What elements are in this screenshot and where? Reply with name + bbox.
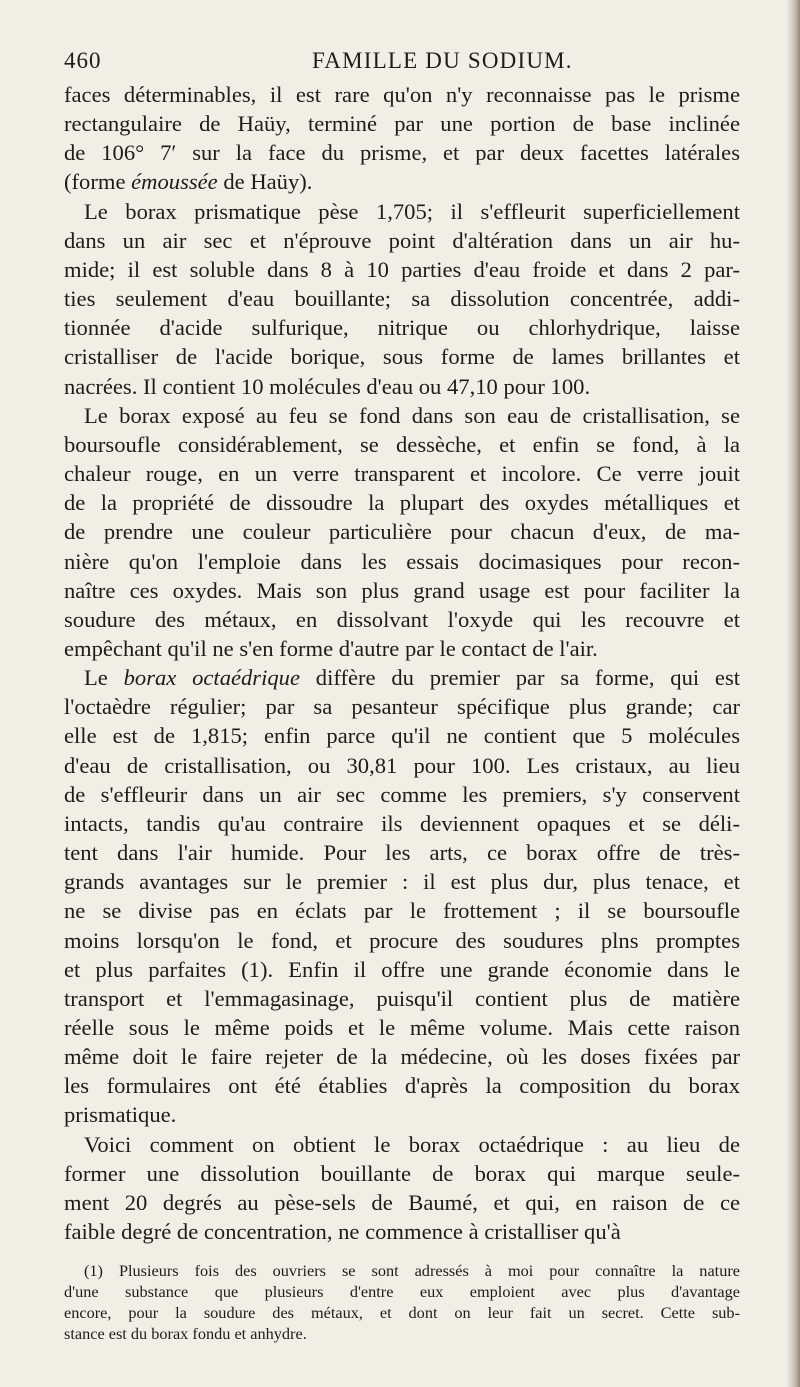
text-line: l'octaèdre régulier; par sa pesanteur spécifique plus grande; car xyxy=(64,694,740,720)
text-line: grands avantages sur le premier : il est plus dur, plus tenace, et xyxy=(64,869,740,895)
footnote-line: stance est du borax fondu et anhydre. xyxy=(64,1324,307,1344)
text-line: moins lorsqu'on le fond, et procure des soudures plns promptes xyxy=(64,927,740,953)
text-line: de s'effleurir dans un air sec comme les premiers, s'y conservent xyxy=(64,781,740,807)
paragraph xyxy=(64,663,740,1130)
text-line: ties seulement d'eau bouillante; sa dissolution concentrée, addi- xyxy=(64,286,740,312)
text-line: transport et l'emmagasinage, puisqu'il contient plus de matière xyxy=(64,985,740,1011)
text-line: Le borax exposé au feu se fond dans son eau de cristallisation, se xyxy=(84,402,740,428)
text-line: elle est de 1,815; enfin parce qu'il ne contient que 5 molécules xyxy=(64,723,740,749)
text-line: mide; il est soluble dans 8 à 10 parties d'eau froide et dans 2 par- xyxy=(64,256,740,282)
text-line: ne se divise pas en éclats par le frottement ; il se boursoufle xyxy=(64,898,740,924)
text-line: dans un air sec et n'éprouve point d'altération dans un air hu- xyxy=(64,227,740,253)
text-line: prismatique. xyxy=(64,1102,177,1128)
running-title: FAMILLE DU SODIUM. xyxy=(312,48,573,73)
text-line: soudure des métaux, en dissolvant l'oxyde qui les recouvre et xyxy=(64,606,740,632)
paragraph xyxy=(64,197,740,401)
text-line: former une dissolution bouillante de borax qui marque seule- xyxy=(64,1160,740,1186)
book-page xyxy=(64,44,740,1344)
text-line: intacts, tandis qu'au contraire ils deviennent opaques et se déli- xyxy=(64,810,740,836)
text-line: tent dans l'air humide. Pour les arts, ce borax offre de très- xyxy=(64,840,740,866)
page-number: 460 xyxy=(64,48,102,73)
text-line: de 106° 7′ sur la face du prisme, et par deux facettes latérales xyxy=(64,140,740,166)
footnote-line: (1) Plusieurs fois des ouvriers se sont adressés à moi pour connaître la nature xyxy=(84,1261,740,1281)
text-line: chaleur rouge, en un verre transparent et incolore. Ce verre jouit xyxy=(64,461,740,487)
text-line: Le borax octaédrique diffère du premier par sa forme, qui est xyxy=(84,665,741,691)
text-line: d'eau de cristallisation, ou 30,81 pour 100. Les cristaux, au lieu xyxy=(64,752,740,778)
text-line: nière qu'on l'emploie dans les essais docimasiques pour recon- xyxy=(64,548,740,574)
text-line: même doit le faire rejeter de la médecine, où les doses fixées par xyxy=(64,1044,740,1070)
paragraph xyxy=(64,80,740,197)
text-line: cristalliser de l'acide borique, sous forme de lames brillantes et xyxy=(64,344,740,370)
text-line: rectangulaire de Haüy, terminé par une portion de base inclinée xyxy=(64,111,740,137)
footnote-line: d'une substance que plusieurs d'entre eux emploient avec plus d'avantage xyxy=(64,1282,740,1302)
text-line: réelle sous le même poids et le même volume. Mais cette raison xyxy=(64,1015,740,1040)
text-line: Voici comment on obtient le borax octaédrique : au lieu de xyxy=(84,1131,740,1157)
text-line: Le borax prismatique pèse 1,705; il s'effleurit superficiellement xyxy=(84,198,740,224)
text-line: nacrées. Il contient 10 molécules d'eau ou 47,10 pour 100. xyxy=(64,373,591,399)
text-line: naître ces oxydes. Mais son plus grand usage est pour faciliter la xyxy=(64,577,740,603)
page-edge xyxy=(786,0,800,1387)
paragraph xyxy=(64,401,740,663)
text-line: ment 20 degrés au pèse-sels de Baumé, et qui, en raison de ce xyxy=(64,1189,740,1215)
footnote-line: encore, pour la soudure des métaux, et dont on leur fait un secret. Cette sub- xyxy=(64,1303,740,1323)
footnote xyxy=(64,1260,740,1344)
text-line: empêchant qu'il ne s'en forme d'autre par le contact de l'air. xyxy=(64,635,598,661)
text-line: de la propriété de dissoudre la plupart des oxydes métalliques et xyxy=(64,490,740,516)
text-line: de prendre une couleur particulière pour chacun d'eux, de ma- xyxy=(64,519,740,545)
body-text xyxy=(64,80,740,1246)
paragraph xyxy=(64,1130,740,1247)
text-line: tionnée d'acide sulfurique, nitrique ou chlorhydrique, laisse xyxy=(64,315,740,341)
text-line: faces déterminables, il est rare qu'on n'y reconnaisse pas le prisme xyxy=(64,82,740,107)
text-line: et plus parfaites (1). Enfin il offre une grande économie dans le xyxy=(64,956,740,982)
text-line: boursoufle considérablement, se dessèche, et enfin se fond, à la xyxy=(64,431,740,457)
page-header xyxy=(64,44,740,80)
text-line: faible degré de concentration, ne commence à cristalliser qu'à xyxy=(64,1219,621,1245)
text-line: les formulaires ont été établies d'après la composition du borax xyxy=(64,1073,740,1099)
text-line: (forme émoussée de Haüy). xyxy=(64,169,313,195)
